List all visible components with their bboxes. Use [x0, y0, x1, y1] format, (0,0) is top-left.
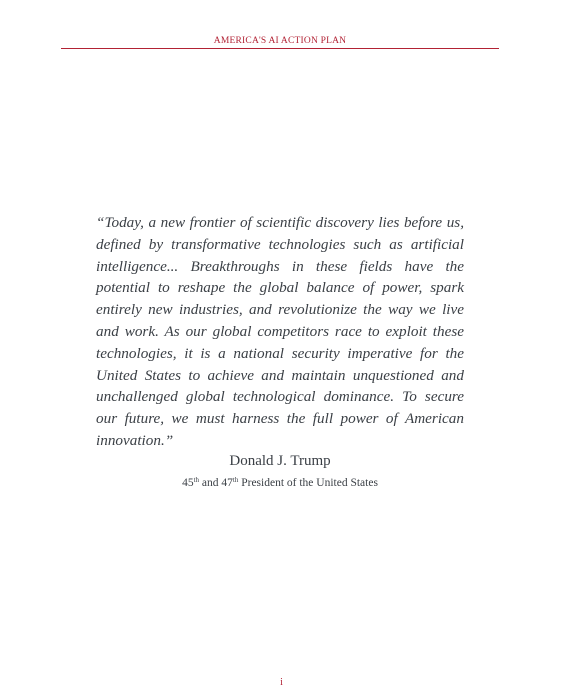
title-ordinal-1-suffix: th [193, 476, 200, 484]
title-ordinal-2-suffix: th [232, 476, 239, 484]
title-ordinal-1: 45 [182, 477, 194, 489]
attribution-name: Donald J. Trump [229, 453, 331, 469]
epigraph-quote: “Today, a new frontier of scientific discovery lies before us, defined by transformative technologies such as artificial intelligence... Breakthroughs in these fields have the potential to reshape the global balance of power, spark entirely new industries, and revolutionize the way we live and work. As our global competitors race to exploit these technologies, it is a national security imperative for the United States to achieve and maintain unquestioned and unchallenged global technological dominance. To secure our future, we must harness the full power of American innovation.” [96, 214, 464, 449]
header-rule [61, 48, 499, 49]
page-number: i [280, 677, 283, 688]
title-ordinal-2: 47 [221, 477, 233, 489]
attribution-title [96, 475, 464, 491]
quote-attribution [96, 451, 464, 491]
title-office: President of the United States [238, 477, 378, 489]
title-conjunction: and [199, 477, 222, 489]
running-header: AMERICA'S AI ACTION PLAN [213, 36, 347, 46]
